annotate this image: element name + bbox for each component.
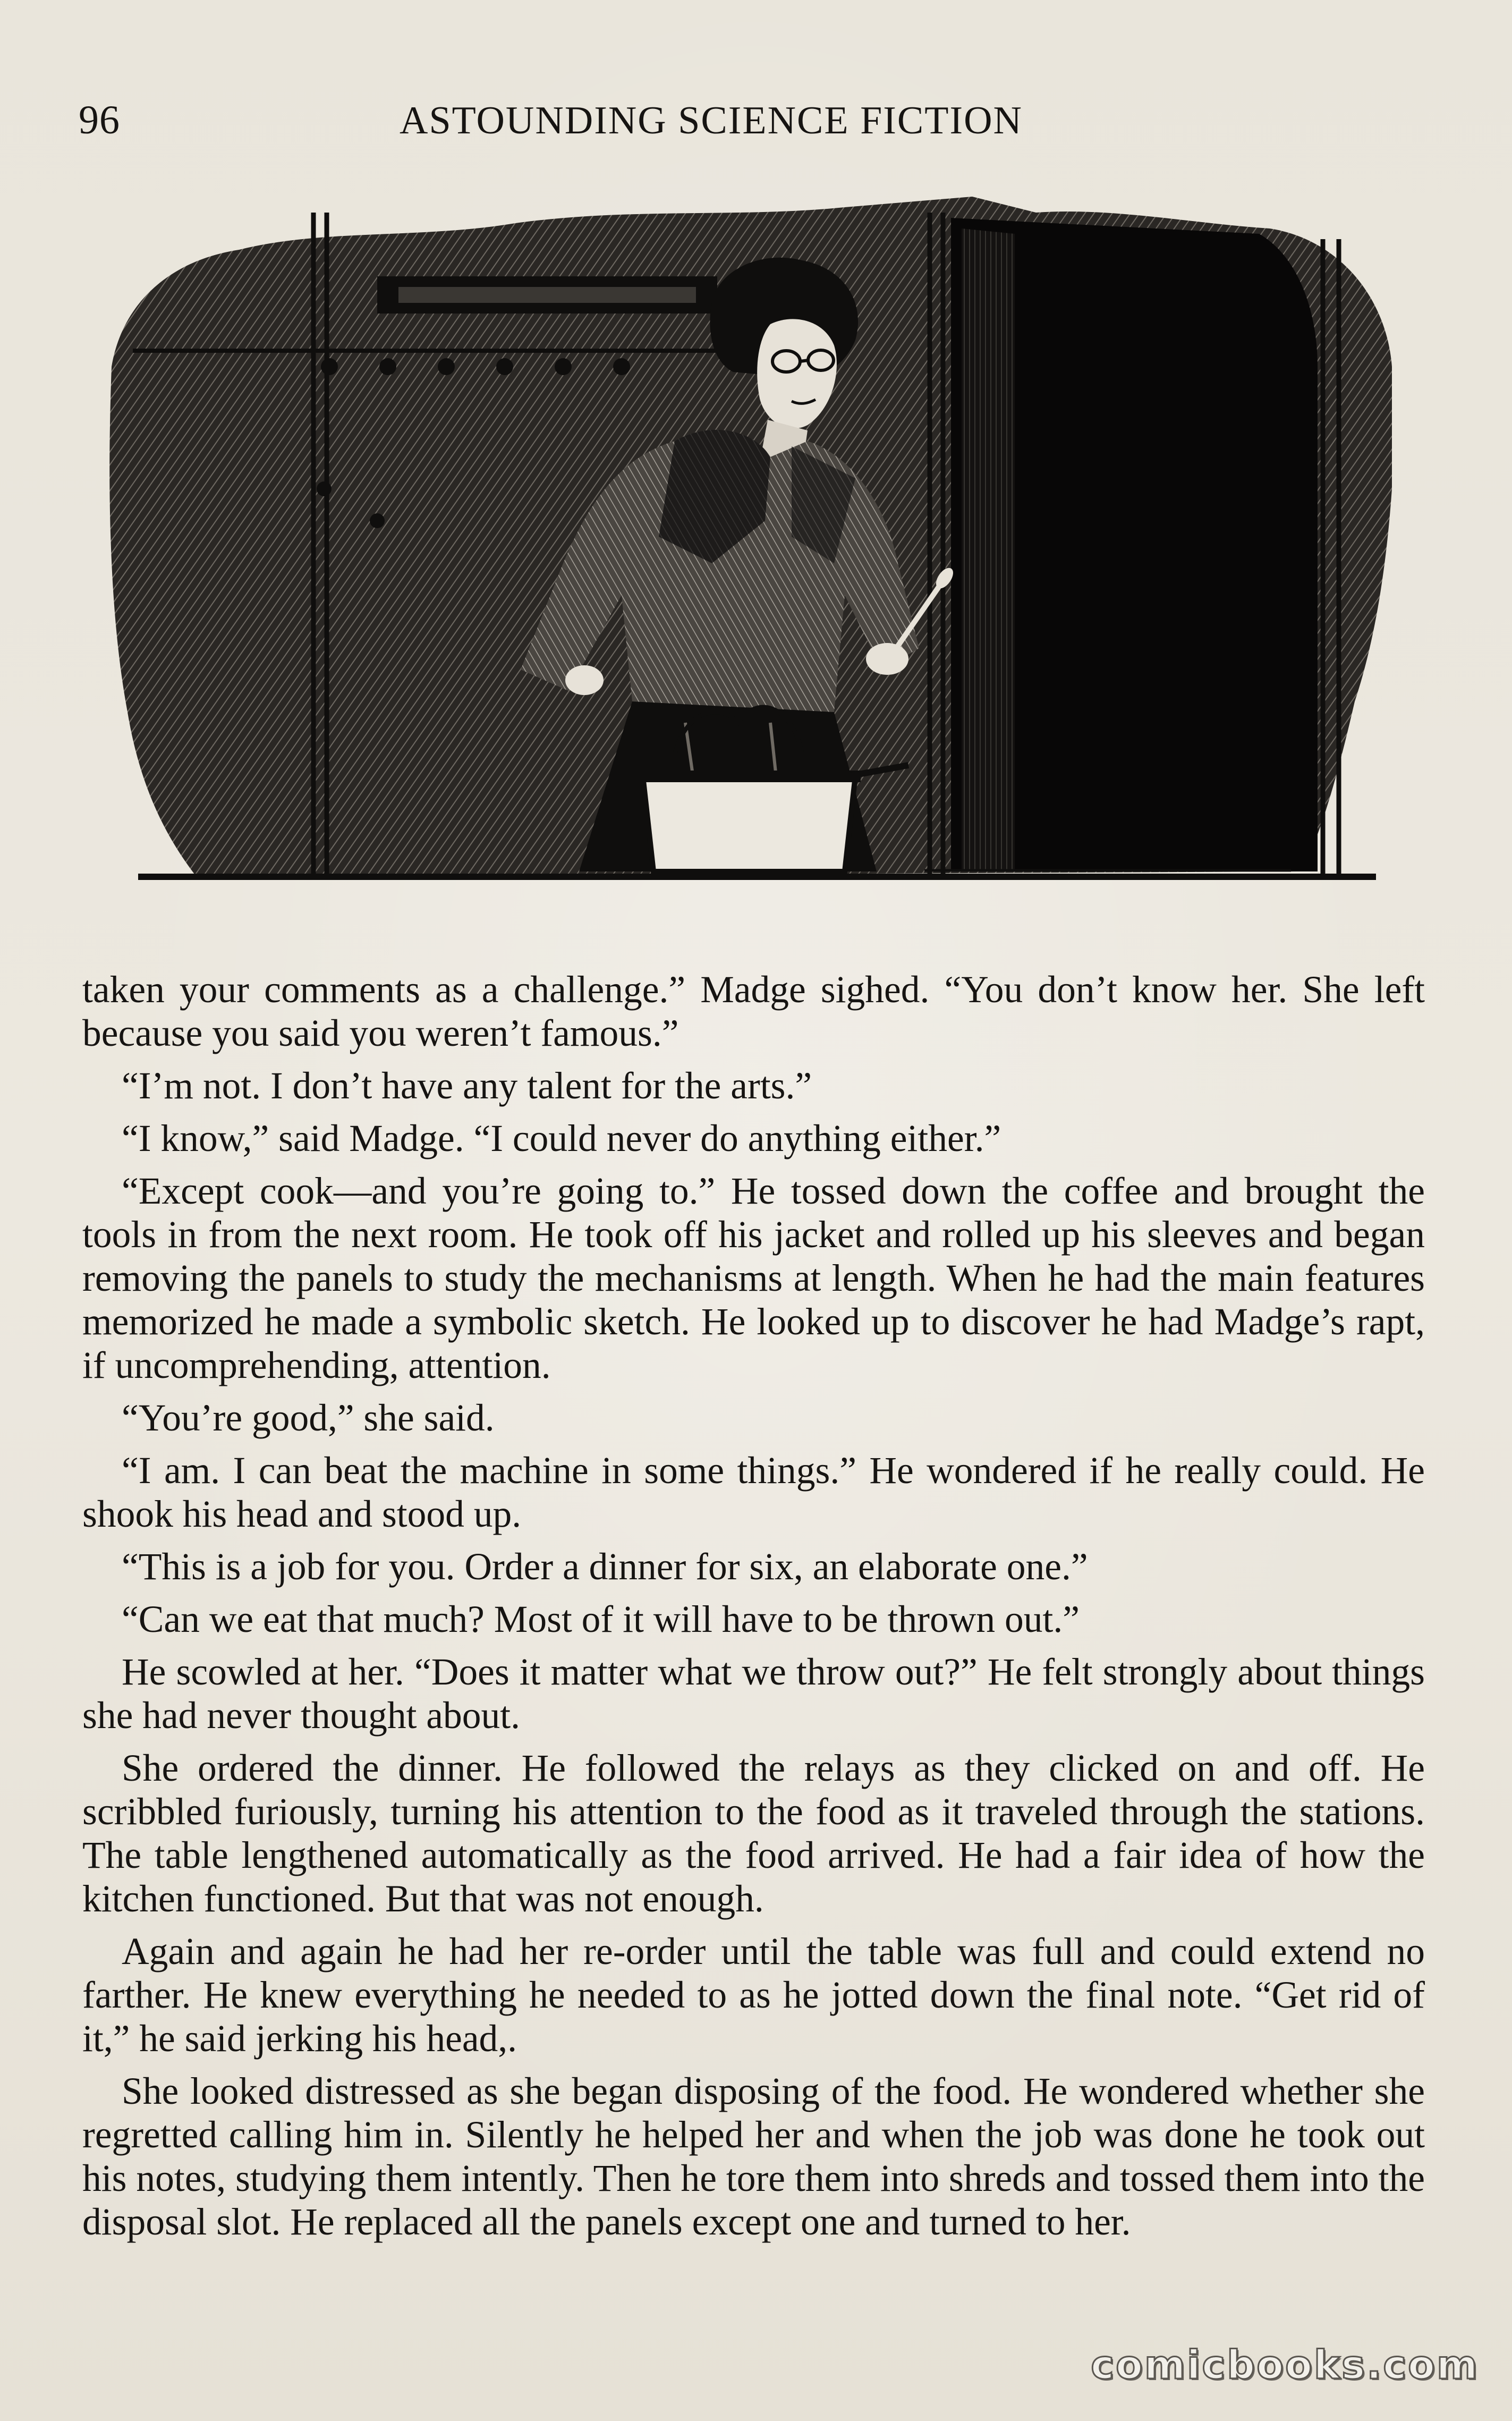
paragraph: “I know,” said Madge. “I could never do anything either.”: [122, 1118, 1001, 1159]
running-head: ASTOUNDING SCIENCE FICTION: [400, 99, 1023, 142]
paragraph: “This is a job for you. Order a dinner for six, an elaborate one.”: [122, 1546, 1088, 1588]
story-illustration: [101, 191, 1397, 919]
paragraph: He scowled at her. “Does it matter what we throw out?” He felt strongly about things she had never thought about.: [82, 1651, 1425, 1737]
watermark: comicbooks.com: [1091, 2342, 1479, 2388]
paragraph: “You’re good,” she said.: [122, 1397, 495, 1439]
paragraph: “I am. I can beat the machine in some things.” He wondered if he really could. He shook his head and stood up.: [82, 1450, 1425, 1535]
paragraph: She looked distressed as she began disposing of the food. He wondered whether she regretted calling him in. Silently he helped her and when the job was done he took out his notes, studying them intently. Then he tore them into shreds and tossed them into the disposal slot. He replaced all the panels except one and turned to her.: [82, 2070, 1425, 2243]
paragraph: She ordered the dinner. He followed the relays as they clicked on and off. He scribbled furiously, turning his attention to the food as it traveled through the stations. The table lengthened automatically as the food arrived. He had a fair idea of how the kitchen functioned. But that was not enough.: [82, 1747, 1425, 1920]
page-number: 96: [79, 98, 120, 142]
paragraph: “Can we eat that much? Most of it will have to be thrown out.”: [122, 1598, 1080, 1640]
paragraph: Again and again he had her re-order until the table was full and could extend no farther. He knew everything he needed to as he jotted down the final note. “Get rid of it,” he said jerking his head,.: [82, 1931, 1425, 2060]
paragraph: “I’m not. I don’t have any talent for the arts.”: [122, 1065, 812, 1107]
paragraph: “Except cook—and you’re going to.” He tossed down the coffee and brought the tools in from the next room. He took off his jacket and rolled up his sleeves and began removing the panels to study the mechanisms at length. When he had the main features memorized he made a symbolic sketch. He looked up to discover he had Madge’s rapt, if uncomprehending, attention.: [82, 1170, 1425, 1386]
story-text: [82, 968, 1425, 2253]
paragraph: taken your comments as a challenge.” Madge sighed. “You don’t know her. She left because you said you weren’t famous.”: [82, 969, 1425, 1054]
